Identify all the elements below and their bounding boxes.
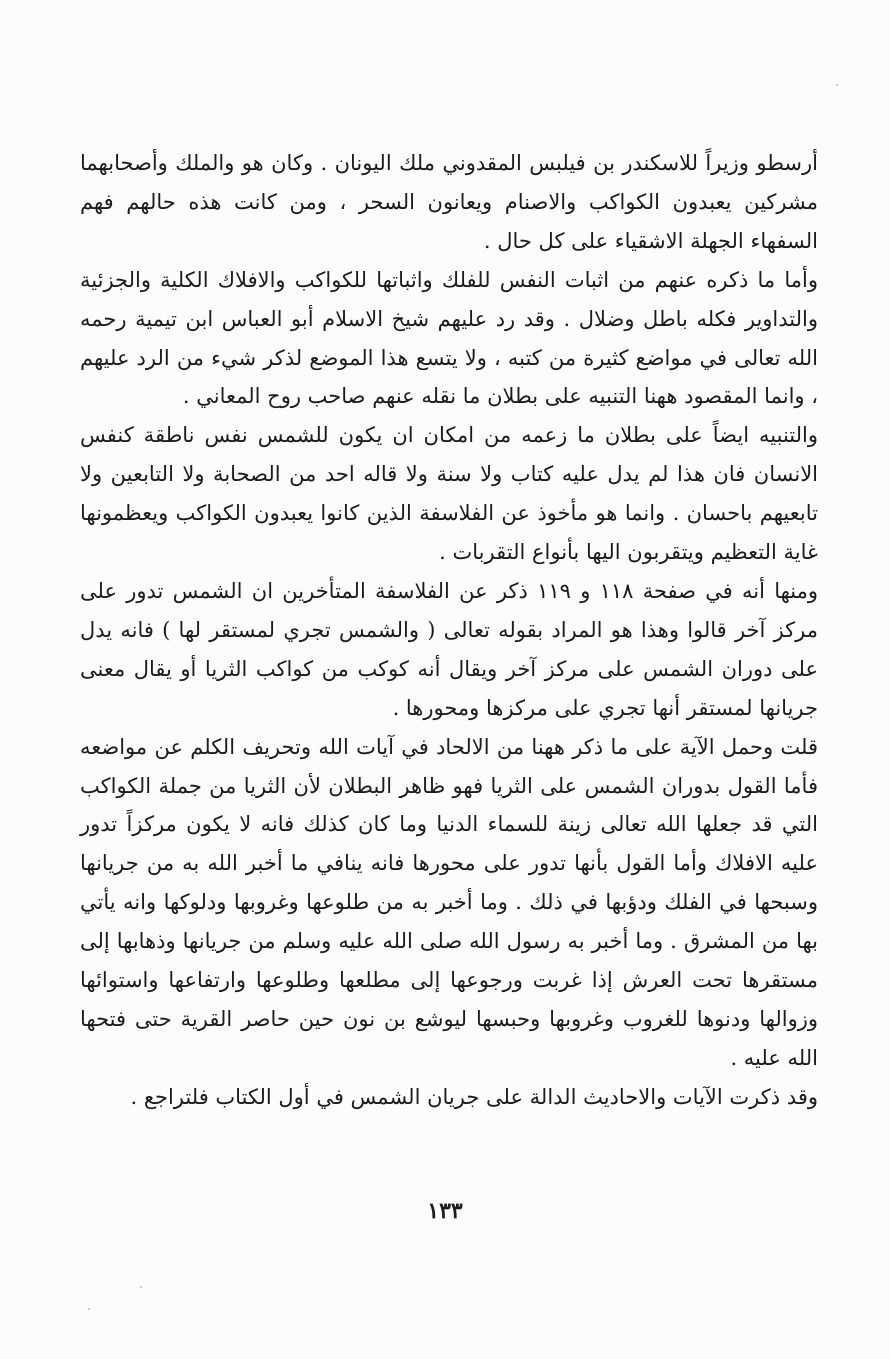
- body-text: [80, 144, 818, 1117]
- page-number: ١٣٣: [427, 1198, 463, 1224]
- scan-speck: [836, 84, 838, 86]
- paragraph: أرسطو وزيراً للاسكندر بن فيلبس المقدوني ملك اليونان . وكان هو والملك وأصحابهما مشركين يعبدون الكواكب والاصنام ويعانون السحر ، ومن كانت هذه حالهم فهم السفهاء الجهلة الاشقياء على كل حال .: [80, 151, 818, 253]
- paragraph: قلت وحمل الآية على ما ذكر ههنا من الالحاد في آيات الله وتحريف الكلم عن مواضعه فأما القول بدوران الشمس على الثريا فهو ظاهر البطلان لأن الثريا من جملة الكواكب التي قد جعلها الله تعالى زينة للسماء الدنيا وما كان كذلك فانه لا يكون مركزاً تدور عليه الافلاك وأما القول بأنها تدور على محورها فانه ينافي ما أخبر الله به من جريانها وسبحها في الفلك ودؤبها في ذلك . وما أخبر به من طلوعها وغروبها ودلوكها وانه يأتي بها من المشرق . وما أخبر به رسول الله صلى الله عليه وسلم من جريانها وذهابها إلى مستقرها تحت العرش إذا غربت ورجوعها إلى مطلعها وطلوعها وارتفاعها واستوائها وزوالها ودنوها للغروب وغروبها وحبسها ليوشع بن نون حين حاصر القرية حتى فتحها الله عليه .: [80, 734, 818, 1070]
- scan-speck: [140, 1286, 142, 1288]
- paragraph: وأما ما ذكره عنهم من اثبات النفس للفلك واثباتها للكواكب والافلاك الكلية والجزئية والتداوير فكله باطل وضلال . وقد رد عليهم شيخ الاسلام أبو العباس ابن تيمية رحمه الله تعالى في مواضع كثيرة من كتبه ، ولا يتسع هذا الموضع لذكر شيء من الرد عليهم ، وانما المقصود ههنا التنبيه على بطلان ما نقله عنهم صاحب روح المعاني .: [80, 267, 819, 409]
- paragraph: وقد ذكرت الآيات والاحاديث الدالة على جريان الشمس في أول الكتاب فلتراجع .: [130, 1084, 818, 1109]
- paragraph: والتنبيه ايضاً على بطلان ما زعمه من امكان ان يكون للشمس نفس ناطقة كنفس الانسان فان هذا لم يدل عليه كتاب ولا سنة ولا قاله احد من الصحابة ولا التابعين ولا تابعيهم باحسان . وانما هو مأخوذ عن الفلاسفة الذين كانوا يعبدون الكواكب ويعظمونها غاية التعظيم ويتقربون اليها بأنواع التقربات .: [80, 423, 818, 565]
- scan-speck: [88, 1308, 90, 1310]
- paragraph: ومنها أنه في صفحة ١١٨ و ١١٩ ذكر عن الفلاسفة المتأخرين ان الشمس تدور على مركز آخر قالوا وهذا هو المراد بقوله تعالى ( والشمس تجري لمستقر لها ) فانه يدل على دوران الشمس على مركز آخر ويقال أنه كوكب من كواكب الثريا أو يقال معنى جريانها لمستقر أنها تجري على مركزها ومحورها .: [80, 578, 819, 720]
